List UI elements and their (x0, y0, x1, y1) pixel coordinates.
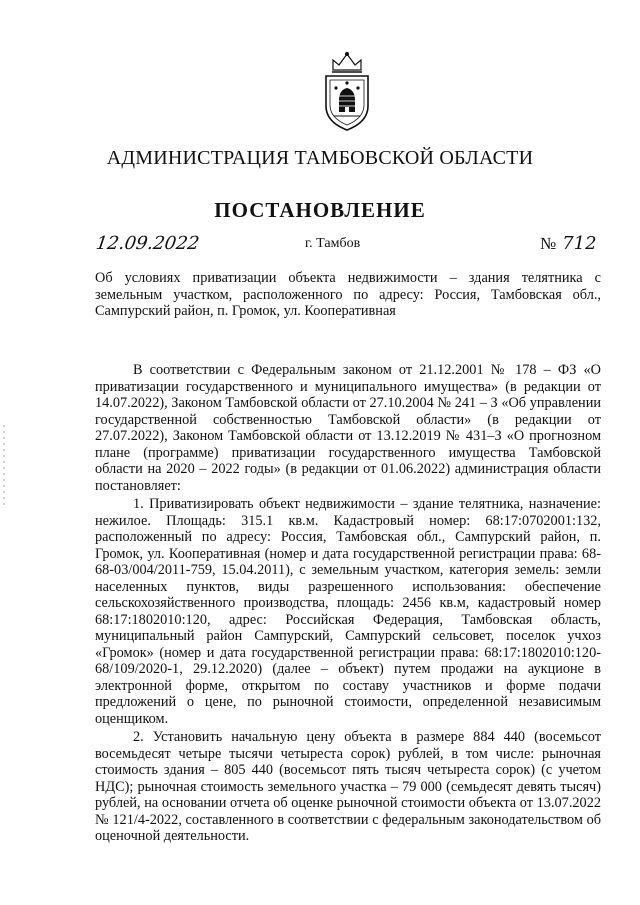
document-subject: Об условиях приватизации объекта недвижимости – здания телятника с земельным участком, расположенного по адресу: Россия, Тамбовская обл., Сампурский район, п. Громок, ул. Кооперативная (95, 270, 601, 319)
organization-name: АДМИНИСТРАЦИЯ ТАМБОВСКОЙ ОБЛАСТИ (106, 147, 534, 169)
document-city: г. Тамбов (305, 236, 361, 251)
number-label: № (540, 234, 557, 253)
number-value: 712 (562, 233, 597, 254)
item-2-paragraph: 2. Установить начальную цену объекта в размере 884 440 (восемьсот восемьдесят четыре тысячи четыреста сорок) рублей, в том числе: рыночная стоимость здания – 805 440 (восемьсот пять тысяч четыреста сорок) (с учетом НДС); рыночная стоимость земельного участка – 79 000 (семьдесят девять тысяч) рублей, на основании отчета об оценке рыночной стоимости объекта от 13.07.2022 № 121/4-2022, составленного в соответствии с федеральным законодательством об оценочной деятельности. (95, 729, 601, 844)
scan-margin-mark (2, 425, 6, 505)
document-body (95, 362, 601, 845)
document-date: 12.09.2022 (94, 233, 201, 254)
item-1-paragraph: 1. Приватизировать объект недвижимости – здание телятника, назначение: нежилое. Площадь: 315.1 кв.м. Кадастровый номер: 68:17:0702001:132, расположенный по адресу: Россия, Тамбовская обл., Сампурский район, п. Громок, ул. Кооперативная (номер и дата государственной регистрации права: 68-68-03/004/2011-759, 15.04.2011), с земельным участком, категория земель: земли населенных пунктов, виды разрешенного использования: обеспечение сельскохозяйственного производства, площадь: 2456 кв.м, кадастровый номер 68:17:1802010:120, адрес: Российская Федерация, Тамбовская область, муниципальный район Сампурский, Сампурский сельсовет, поселок учхоз «Громок» (номер и дата государственной регистрации права: 68:17:1802010:120-68/109/2020-1, 29.12.2020) (далее – объект) путем продажи на аукционе в электронной форме, открытом по составу участников и форме подачи предложений о цене, по рыночной стоимости, определенной независимым оценщиком. (95, 496, 601, 727)
preamble-paragraph: В соответствии с Федеральным законом от 21.12.2001 № 178 – ФЗ «О приватизации государственного и муниципального имущества» (в редакции от 14.07.2022), Законом Тамбовской области от 27.10.2004 № 241 – З «Об управлении государственной собственностью Тамбовской области» (в редакции от 27.07.2022), Законом Тамбовской области от 13.12.2019 № 431–З «О прогнозном плане (программе) приватизации государственного имущества Тамбовской области на 2020 – 2022 годы» (в редакции от 01.06.2022) администрация области постановляет: (95, 362, 601, 494)
document-number (540, 233, 597, 254)
document-type: ПОСТАНОВЛЕНИЕ (214, 198, 426, 222)
tambov-coat-of-arms-icon (319, 50, 375, 134)
